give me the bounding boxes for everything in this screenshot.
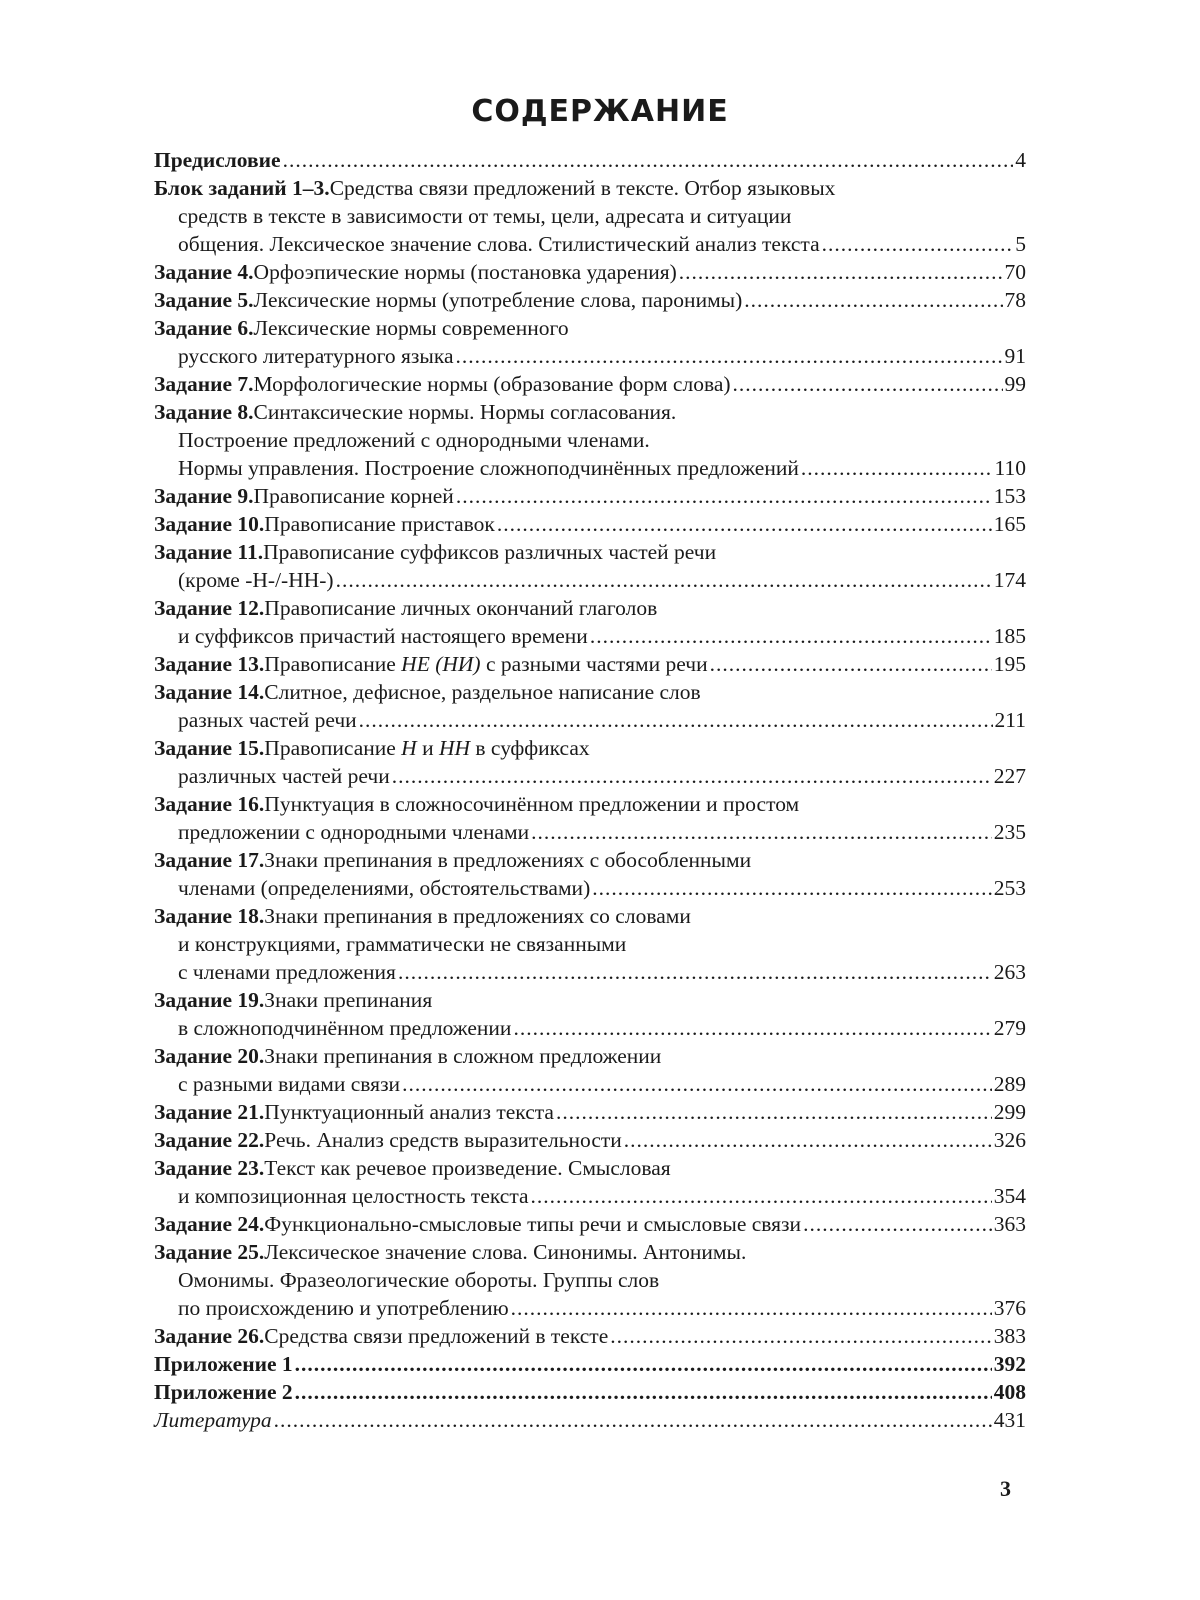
toc-line bbox=[154, 1182, 1026, 1210]
toc-entry bbox=[154, 1378, 1026, 1406]
toc-page-number: 392 bbox=[993, 1352, 1026, 1376]
toc-text: Знаки препинания в предложениях со словами bbox=[264, 904, 691, 928]
toc-label: Задание 21. bbox=[154, 1100, 265, 1124]
toc-line bbox=[154, 594, 1026, 622]
toc-entry bbox=[154, 1098, 1026, 1126]
toc-label: Задание 5. bbox=[154, 288, 254, 312]
toc-page-number: 363 bbox=[993, 1212, 1026, 1236]
toc-page-number: 263 bbox=[993, 960, 1026, 984]
toc-line bbox=[154, 510, 1026, 538]
toc-page-number: 235 bbox=[993, 820, 1026, 844]
toc-text: Слитное, дефисное, раздельное написание слов bbox=[264, 680, 701, 704]
dot-leader bbox=[624, 1126, 992, 1154]
toc-text: по происхождению и употреблению bbox=[178, 1296, 509, 1320]
dot-leader bbox=[531, 1182, 992, 1210]
toc-line bbox=[154, 454, 1026, 482]
toc-text: членами (определениями, обстоятельствами) bbox=[178, 876, 591, 900]
toc-line bbox=[154, 1294, 1026, 1322]
toc-entry bbox=[154, 594, 1026, 650]
toc-page-number: 99 bbox=[1004, 372, 1026, 396]
toc-line bbox=[154, 146, 1026, 174]
toc-text: Пунктуация в сложносочинённом предложении и простом bbox=[264, 792, 800, 816]
toc-entry bbox=[154, 1042, 1026, 1098]
dot-leader bbox=[497, 510, 992, 538]
toc-line bbox=[154, 818, 1026, 846]
toc-text: и композиционная целостность текста bbox=[178, 1184, 529, 1208]
toc-label: Блок заданий 1–3. bbox=[154, 176, 330, 200]
toc-label: Задание 19. bbox=[154, 988, 265, 1012]
dot-leader bbox=[274, 1406, 992, 1434]
toc-label: Задание 9. bbox=[154, 484, 254, 508]
dot-leader bbox=[801, 454, 993, 482]
toc-label: Задание 20. bbox=[154, 1044, 265, 1068]
toc-entry bbox=[154, 1350, 1026, 1378]
toc-line bbox=[154, 790, 1026, 818]
dot-leader bbox=[610, 1322, 992, 1350]
toc-label: Задание 4. bbox=[154, 260, 254, 284]
toc-text: в сложноподчинённом предложении bbox=[178, 1016, 512, 1040]
toc-text: Нормы управления. Построение сложноподчинённых предложений bbox=[178, 456, 799, 480]
toc-text: Лексические нормы современного bbox=[253, 316, 569, 340]
toc-line bbox=[154, 314, 1026, 342]
toc-label: Задание 13. bbox=[154, 652, 265, 676]
toc-text: Лексические нормы (употребление слова, паронимы) bbox=[253, 288, 743, 312]
toc-page-number: 165 bbox=[993, 512, 1026, 536]
toc-line bbox=[154, 930, 1026, 958]
toc-label: Задание 18. bbox=[154, 904, 265, 928]
toc-entry bbox=[154, 678, 1026, 734]
table-of-contents bbox=[154, 146, 1026, 1434]
dot-leader bbox=[283, 146, 1014, 174]
toc-line bbox=[154, 342, 1026, 370]
toc-text: различных частей речи bbox=[178, 764, 390, 788]
toc-line bbox=[154, 174, 1026, 202]
toc-text: Правописание корней bbox=[253, 484, 454, 508]
toc-text: Омонимы. Фразеологические обороты. Группы слов bbox=[178, 1268, 660, 1292]
dot-leader bbox=[456, 482, 992, 510]
toc-entry bbox=[154, 650, 1026, 678]
toc-page-number: 289 bbox=[993, 1072, 1026, 1096]
toc-line bbox=[154, 1210, 1026, 1238]
toc-text: русского литературного языка bbox=[178, 344, 454, 368]
toc-entry bbox=[154, 790, 1026, 846]
toc-entry bbox=[154, 1126, 1026, 1154]
toc-line bbox=[154, 1322, 1026, 1350]
toc-text: Правописание НЕ (НИ) с разными частями речи bbox=[264, 652, 708, 676]
toc-label: Задание 22. bbox=[154, 1128, 265, 1152]
toc-text: Речь. Анализ средств выразительности bbox=[264, 1128, 622, 1152]
toc-text: Построение предложений с однородными членами. bbox=[178, 428, 650, 452]
toc-entry bbox=[154, 846, 1026, 902]
toc-line bbox=[154, 1070, 1026, 1098]
toc-text: Знаки препинания bbox=[264, 988, 433, 1012]
toc-line bbox=[154, 258, 1026, 286]
toc-entry bbox=[154, 1238, 1026, 1322]
toc-page-number: 299 bbox=[993, 1100, 1026, 1124]
toc-label: Задание 8. bbox=[154, 400, 254, 424]
toc-text: с членами предложения bbox=[178, 960, 396, 984]
dot-leader bbox=[590, 622, 992, 650]
toc-line bbox=[154, 370, 1026, 398]
toc-page-number: 78 bbox=[1004, 288, 1026, 312]
toc-line bbox=[154, 1014, 1026, 1042]
toc-entry bbox=[154, 1406, 1026, 1434]
toc-text: Правописание приставок bbox=[264, 512, 495, 536]
toc-text: и конструкциями, грамматически не связанными bbox=[178, 932, 627, 956]
toc-label: Задание 10. bbox=[154, 512, 265, 536]
toc-text: Знаки препинания в предложениях с обособленными bbox=[264, 848, 752, 872]
toc-entry bbox=[154, 510, 1026, 538]
toc-page-number: 211 bbox=[994, 708, 1026, 732]
toc-text: Знаки препинания в сложном предложении bbox=[264, 1044, 662, 1068]
toc-page-number: 174 bbox=[993, 568, 1026, 592]
toc-line bbox=[154, 398, 1026, 426]
toc-label: Приложение 2 bbox=[154, 1380, 293, 1404]
toc-page-number: 195 bbox=[993, 652, 1026, 676]
toc-page-number: 185 bbox=[993, 624, 1026, 648]
toc-page-number: 279 bbox=[993, 1016, 1026, 1040]
toc-page-number: 110 bbox=[994, 456, 1026, 480]
dot-leader bbox=[295, 1350, 992, 1378]
toc-page-number: 408 bbox=[993, 1380, 1026, 1404]
toc-text: Правописание Н и НН в суффиксах bbox=[264, 736, 590, 760]
dot-leader bbox=[744, 286, 1002, 314]
toc-page-number: 326 bbox=[993, 1128, 1026, 1152]
toc-label: Задание 11. bbox=[154, 540, 264, 564]
toc-text: Текст как речевое произведение. Смысловая bbox=[264, 1156, 671, 1180]
dot-leader bbox=[392, 762, 992, 790]
toc-text: разных частей речи bbox=[178, 708, 357, 732]
toc-label: Литература bbox=[154, 1408, 272, 1432]
toc-entry bbox=[154, 986, 1026, 1042]
toc-line bbox=[154, 482, 1026, 510]
toc-label: Задание 14. bbox=[154, 680, 265, 704]
toc-page-number: 431 bbox=[993, 1408, 1026, 1432]
toc-label: Задание 17. bbox=[154, 848, 265, 872]
toc-page-number: 253 bbox=[993, 876, 1026, 900]
toc-line bbox=[154, 874, 1026, 902]
dot-leader bbox=[679, 258, 1003, 286]
dot-leader bbox=[511, 1294, 992, 1322]
toc-entry bbox=[154, 286, 1026, 314]
dot-leader bbox=[803, 1210, 992, 1238]
toc-line bbox=[154, 958, 1026, 986]
toc-entry bbox=[154, 146, 1026, 174]
toc-label: Задание 25. bbox=[154, 1240, 265, 1264]
dot-leader bbox=[531, 818, 992, 846]
page-number: 3 bbox=[1000, 1476, 1011, 1501]
toc-line bbox=[154, 678, 1026, 706]
dot-leader bbox=[822, 230, 1014, 258]
toc-entry bbox=[154, 1210, 1026, 1238]
toc-text: Морфологические нормы (образование форм слова) bbox=[253, 372, 731, 396]
toc-text: Функционально-смысловые типы речи и смысловые связи bbox=[264, 1212, 802, 1236]
toc-line bbox=[154, 734, 1026, 762]
toc-page-number: 383 bbox=[993, 1324, 1026, 1348]
dot-leader bbox=[513, 1014, 991, 1042]
dot-leader bbox=[295, 1378, 992, 1406]
toc-line bbox=[154, 1238, 1026, 1266]
toc-entry bbox=[154, 1154, 1026, 1210]
toc-text: Правописание суффиксов различных частей речи bbox=[263, 540, 717, 564]
page-title: СОДЕРЖАНИЕ bbox=[471, 94, 729, 129]
toc-line bbox=[154, 1378, 1026, 1406]
toc-text: Синтаксические нормы. Нормы согласования. bbox=[253, 400, 677, 424]
toc-line bbox=[154, 1098, 1026, 1126]
toc-label: Задание 6. bbox=[154, 316, 254, 340]
toc-label: Задание 7. bbox=[154, 372, 254, 396]
toc-entry bbox=[154, 174, 1026, 258]
toc-label: Задание 12. bbox=[154, 596, 265, 620]
toc-line bbox=[154, 286, 1026, 314]
toc-text: Пунктуационный анализ текста bbox=[264, 1100, 554, 1124]
dot-leader bbox=[359, 706, 993, 734]
toc-text: Средства связи предложений в тексте bbox=[264, 1324, 609, 1348]
toc-label: Задание 15. bbox=[154, 736, 265, 760]
toc-page-number: 153 bbox=[993, 484, 1026, 508]
toc-page-number: 376 bbox=[993, 1296, 1026, 1320]
toc-line bbox=[154, 426, 1026, 454]
toc-line bbox=[154, 1266, 1026, 1294]
toc-label: Задание 23. bbox=[154, 1156, 265, 1180]
toc-line bbox=[154, 538, 1026, 566]
toc-page-number: 5 bbox=[1015, 232, 1026, 256]
toc-line bbox=[154, 650, 1026, 678]
toc-page-number: 70 bbox=[1004, 260, 1026, 284]
toc-page-number: 91 bbox=[1004, 344, 1026, 368]
toc-text: с разными видами связи bbox=[178, 1072, 401, 1096]
dot-leader bbox=[456, 342, 1003, 370]
dot-leader bbox=[402, 1070, 992, 1098]
dot-leader bbox=[592, 874, 992, 902]
toc-entry bbox=[154, 370, 1026, 398]
toc-page-number: 227 bbox=[993, 764, 1026, 788]
toc-entry bbox=[154, 314, 1026, 370]
toc-text: и суффиксов причастий настоящего времени bbox=[178, 624, 588, 648]
toc-entry bbox=[154, 482, 1026, 510]
toc-entry bbox=[154, 398, 1026, 482]
dot-leader bbox=[710, 650, 992, 678]
toc-text: Средства связи предложений в тексте. Отбор языковых bbox=[329, 176, 836, 200]
toc-text: средств в тексте в зависимости от темы, цели, адресата и ситуации bbox=[178, 204, 792, 228]
toc-label: Приложение 1 bbox=[154, 1352, 293, 1376]
toc-line bbox=[154, 1042, 1026, 1070]
toc-text: предложении с однородными членами bbox=[178, 820, 530, 844]
toc-line bbox=[154, 902, 1026, 930]
toc-text: общения. Лексическое значение слова. Стилистический анализ текста bbox=[178, 232, 820, 256]
toc-page-number: 4 bbox=[1015, 148, 1026, 172]
toc-line bbox=[154, 1406, 1026, 1434]
toc-text: (кроме -Н-/-НН-) bbox=[178, 568, 334, 592]
dot-leader bbox=[733, 370, 1003, 398]
toc-text: Лексическое значение слова. Синонимы. Антонимы. bbox=[264, 1240, 747, 1264]
toc-line bbox=[154, 1350, 1026, 1378]
toc-line bbox=[154, 230, 1026, 258]
toc-label: Предисловие bbox=[154, 148, 281, 172]
toc-label: Задание 26. bbox=[154, 1324, 265, 1348]
toc-line bbox=[154, 846, 1026, 874]
toc-text: Орфоэпические нормы (постановка ударения) bbox=[253, 260, 677, 284]
toc-line bbox=[154, 622, 1026, 650]
toc-page-number: 354 bbox=[993, 1184, 1026, 1208]
toc-line bbox=[154, 1126, 1026, 1154]
toc-line bbox=[154, 986, 1026, 1014]
toc-line bbox=[154, 762, 1026, 790]
toc-line bbox=[154, 1154, 1026, 1182]
toc-entry bbox=[154, 734, 1026, 790]
toc-entry bbox=[154, 1322, 1026, 1350]
toc-entry bbox=[154, 902, 1026, 986]
toc-line bbox=[154, 202, 1026, 230]
dot-leader bbox=[336, 566, 992, 594]
dot-leader bbox=[398, 958, 992, 986]
toc-label: Задание 24. bbox=[154, 1212, 265, 1236]
dot-leader bbox=[556, 1098, 992, 1126]
toc-entry bbox=[154, 538, 1026, 594]
toc-label: Задание 16. bbox=[154, 792, 265, 816]
toc-line bbox=[154, 566, 1026, 594]
toc-entry bbox=[154, 258, 1026, 286]
toc-line bbox=[154, 706, 1026, 734]
toc-text: Правописание личных окончаний глаголов bbox=[264, 596, 658, 620]
